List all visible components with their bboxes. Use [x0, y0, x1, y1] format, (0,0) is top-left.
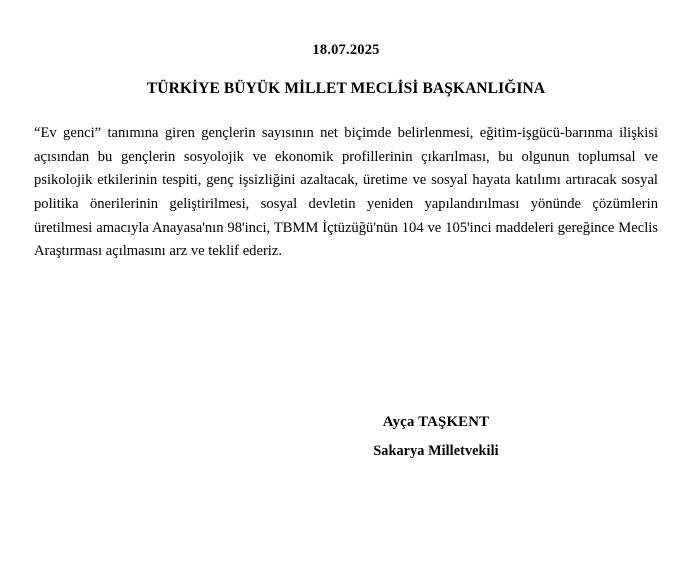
signature-title: Sakarya Milletvekili	[373, 443, 499, 459]
document-page	[0, 42, 692, 566]
document-date: 18.07.2025	[312, 42, 380, 58]
document-body-paragraph: “Ev genci” tanımına giren gençlerin sayısının net biçimde belirlenmesi, eğitim-işgücü-barınma ilişkisi açısından bu gençlerin sosyolojik ve ekonomik profillerinin çıkarılması, bu olgunun toplumsal ve psikolojik etkilerinin tespiti, genç işsizliğini azaltacak, üretime ve sosyal hayata katılımı artıracak sosyal politika önerilerinin geliştirilmesi, sosyal devletin yeniden yapılandırılması yönünde çözümlerin üretilmesi amacıyla Anayasa'nın 98'inci, TBMM İçtüzüğü'nün 104 ve 105'inci maddeleri gereğince Meclis Araştırması açılmasını arz ve teklif ederiz.	[34, 125, 658, 260]
signature-name: Ayça TAŞKENT	[382, 414, 490, 430]
document-heading: TÜRKİYE BÜYÜK MİLLET MECLİSİ BAŞKANLIĞINA	[146, 80, 546, 97]
signature-block	[0, 414, 692, 460]
